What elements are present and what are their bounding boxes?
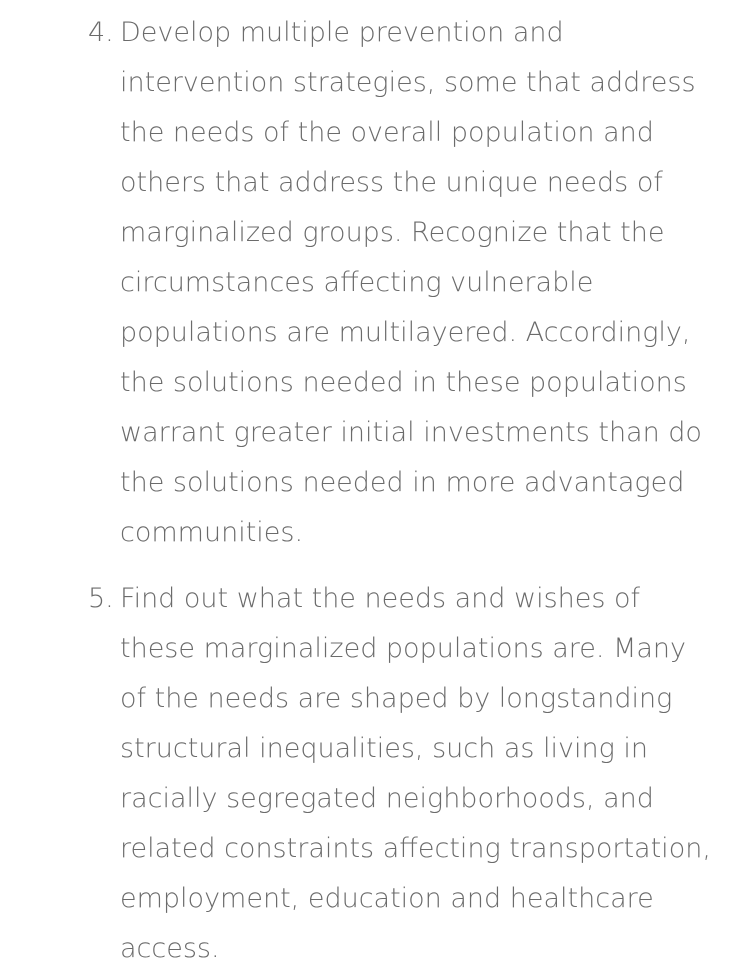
list-item-line: these marginalized populations are. Many <box>120 633 686 664</box>
list-item-line: racially segregated neighborhoods, and <box>120 783 654 814</box>
list-item-line: marginalized groups. Recognize that the <box>120 217 665 248</box>
list-item-line: of the needs are shaped by longstanding <box>120 683 673 714</box>
list-item-line: the needs of the overall population and <box>120 117 654 148</box>
list-item-line: related constraints affecting transportation, <box>120 833 711 864</box>
list-item-line: Develop multiple prevention and <box>120 17 564 48</box>
list-item-line: others that address the unique needs of <box>120 167 663 198</box>
list-item-number: 5. <box>88 583 114 614</box>
list-item-line: warrant greater initial investments than do <box>120 417 702 448</box>
list-item-line: intervention strategies, some that address <box>120 67 696 98</box>
list-item-line: the solutions needed in these populations <box>120 367 687 398</box>
list-item-line: structural inequalities, such as living in <box>120 733 649 764</box>
list-item-line: communities. <box>120 517 304 548</box>
list-item-line: employment, education and healthcare <box>120 883 654 914</box>
list-item-line: access. <box>120 933 220 964</box>
list-item-line: populations are multilayered. Accordingly, <box>120 317 691 348</box>
list-item-number: 4. <box>88 17 114 48</box>
list-item-line: Find out what the needs and wishes of <box>120 583 641 614</box>
list-item-line: the solutions needed in more advantaged <box>120 467 685 498</box>
list-item-line: circumstances affecting vulnerable <box>120 267 594 298</box>
